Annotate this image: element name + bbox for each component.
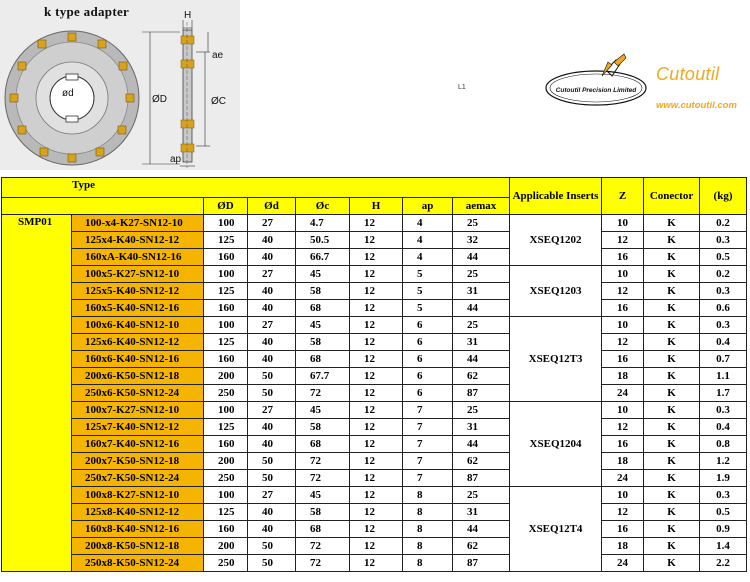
cell-D: 250 xyxy=(204,470,248,487)
label-OD: ØD xyxy=(152,94,167,105)
cell-H: 12 xyxy=(350,385,403,402)
cell-H: 12 xyxy=(350,351,403,368)
model-cell: 160x7-K40-SN12-16 xyxy=(72,436,204,453)
cell-c: 58 xyxy=(296,419,350,436)
cell-weight: 1.4 xyxy=(700,538,747,555)
cell-ap: 6 xyxy=(403,317,453,334)
label-ae: ae xyxy=(212,50,224,61)
table-row xyxy=(2,334,747,351)
cell-d: 50 xyxy=(248,538,296,555)
cutter-side-view xyxy=(181,22,194,168)
cell-d: 40 xyxy=(248,521,296,538)
header-area xyxy=(0,0,750,177)
cell-D: 160 xyxy=(204,300,248,317)
model-cell: 160x6-K40-SN12-16 xyxy=(72,351,204,368)
cell-c: 50.5 xyxy=(296,232,350,249)
cell-connector: K xyxy=(644,487,700,504)
l1-label: L1 xyxy=(458,84,466,91)
cell-weight: 0.9 xyxy=(700,521,747,538)
model-cell: 160x5-K40-SN12-16 xyxy=(72,300,204,317)
model-cell: 250x6-K50-SN12-24 xyxy=(72,385,204,402)
table-row xyxy=(2,504,747,521)
cell-ap: 7 xyxy=(403,436,453,453)
cell-c: 45 xyxy=(296,317,350,334)
cell-aemax: 87 xyxy=(453,385,510,402)
model-cell: 100x8-K27-SN12-10 xyxy=(72,487,204,504)
table-row xyxy=(2,300,747,317)
table-row xyxy=(2,538,747,555)
page-title: k type adapter xyxy=(44,4,130,19)
model-cell: 160xA-K40-SN12-16 xyxy=(72,249,204,266)
cell-aemax: 44 xyxy=(453,249,510,266)
cell-D: 160 xyxy=(204,521,248,538)
cell-c: 67.7 xyxy=(296,368,350,385)
cell-H: 12 xyxy=(350,453,403,470)
cell-D: 125 xyxy=(204,232,248,249)
table-body xyxy=(2,215,747,572)
cell-aemax: 32 xyxy=(453,232,510,249)
cell-z: 10 xyxy=(602,487,644,504)
cell-connector: K xyxy=(644,470,700,487)
cell-connector: K xyxy=(644,453,700,470)
cell-H: 12 xyxy=(350,232,403,249)
header-row-top xyxy=(2,178,747,198)
cell-aemax: 31 xyxy=(453,283,510,300)
cell-D: 160 xyxy=(204,436,248,453)
cell-aemax: 44 xyxy=(453,300,510,317)
cell-D: 100 xyxy=(204,402,248,419)
cell-H: 12 xyxy=(350,215,403,232)
type-subheader-blank xyxy=(2,198,204,215)
insert-cell: XSEQ12T3 xyxy=(510,317,602,402)
cell-H: 12 xyxy=(350,538,403,555)
cell-d: 50 xyxy=(248,470,296,487)
model-cell: 125x6-K40-SN12-12 xyxy=(72,334,204,351)
cell-D: 160 xyxy=(204,351,248,368)
cell-c: 68 xyxy=(296,436,350,453)
cell-weight: 0.3 xyxy=(700,283,747,300)
cell-connector: K xyxy=(644,317,700,334)
cell-weight: 0.7 xyxy=(700,351,747,368)
table-row xyxy=(2,419,747,436)
table-head xyxy=(2,178,747,215)
cell-ap: 5 xyxy=(403,266,453,283)
cell-weight: 0.5 xyxy=(700,504,747,521)
cell-weight: 0.3 xyxy=(700,402,747,419)
cell-H: 12 xyxy=(350,317,403,334)
brand-name: Cutoutil xyxy=(656,64,720,84)
cell-ap: 6 xyxy=(403,351,453,368)
cell-connector: K xyxy=(644,351,700,368)
model-cell: 125x4-K40-SN12-12 xyxy=(72,232,204,249)
cell-H: 12 xyxy=(350,521,403,538)
cell-H: 12 xyxy=(350,419,403,436)
col-ap-header: ap xyxy=(403,198,453,215)
cell-ap: 7 xyxy=(403,419,453,436)
cell-z: 12 xyxy=(602,232,644,249)
cell-ap: 5 xyxy=(403,300,453,317)
cutoutil-logo xyxy=(544,52,648,116)
col-aemax-header: aemax xyxy=(453,198,510,215)
table-row xyxy=(2,317,747,334)
cell-ap: 5 xyxy=(403,283,453,300)
cell-aemax: 31 xyxy=(453,419,510,436)
cell-aemax: 44 xyxy=(453,521,510,538)
cell-weight: 0.6 xyxy=(700,300,747,317)
cell-c: 72 xyxy=(296,470,350,487)
cell-D: 125 xyxy=(204,419,248,436)
cell-weight: 1.2 xyxy=(700,453,747,470)
cell-weight: 0.4 xyxy=(700,419,747,436)
cell-d: 40 xyxy=(248,249,296,266)
cell-d: 27 xyxy=(248,487,296,504)
cell-H: 12 xyxy=(350,555,403,572)
cell-H: 12 xyxy=(350,249,403,266)
cell-z: 12 xyxy=(602,504,644,521)
insert-cell: XSEQ1203 xyxy=(510,266,602,317)
model-cell: 125x8-K40-SN12-12 xyxy=(72,504,204,521)
model-cell: 250x8-K50-SN12-24 xyxy=(72,555,204,572)
cell-ap: 4 xyxy=(403,249,453,266)
model-cell: 125x7-K40-SN12-12 xyxy=(72,419,204,436)
cell-ap: 7 xyxy=(403,402,453,419)
cell-c: 58 xyxy=(296,334,350,351)
insert-cell: XSEQ1202 xyxy=(510,215,602,266)
cell-D: 200 xyxy=(204,368,248,385)
cell-c: 72 xyxy=(296,538,350,555)
cell-D: 200 xyxy=(204,453,248,470)
cell-aemax: 31 xyxy=(453,504,510,521)
table-row xyxy=(2,232,747,249)
cell-D: 160 xyxy=(204,249,248,266)
cell-H: 12 xyxy=(350,283,403,300)
cell-d: 40 xyxy=(248,436,296,453)
cell-aemax: 25 xyxy=(453,215,510,232)
cell-connector: K xyxy=(644,436,700,453)
cell-c: 66.7 xyxy=(296,249,350,266)
cutter-drawing xyxy=(0,0,240,170)
col-D-header: ØD xyxy=(204,198,248,215)
cell-connector: K xyxy=(644,368,700,385)
model-cell: 100-x4-K27-SN12-10 xyxy=(72,215,204,232)
table-row xyxy=(2,249,747,266)
cell-aemax: 44 xyxy=(453,436,510,453)
cell-d: 50 xyxy=(248,453,296,470)
cell-aemax: 44 xyxy=(453,351,510,368)
cell-aemax: 87 xyxy=(453,555,510,572)
cell-z: 16 xyxy=(602,521,644,538)
weight-header: (kg) xyxy=(700,178,747,215)
cell-weight: 2.2 xyxy=(700,555,747,572)
cell-weight: 0.3 xyxy=(700,232,747,249)
cell-H: 12 xyxy=(350,402,403,419)
cell-ap: 7 xyxy=(403,470,453,487)
cell-weight: 0.5 xyxy=(700,249,747,266)
cell-z: 24 xyxy=(602,555,644,572)
cell-D: 125 xyxy=(204,334,248,351)
cell-z: 18 xyxy=(602,538,644,555)
table-row xyxy=(2,266,747,283)
cell-weight: 0.4 xyxy=(700,334,747,351)
cell-ap: 8 xyxy=(403,538,453,555)
z-header: Z xyxy=(602,178,644,215)
cell-z: 12 xyxy=(602,283,644,300)
cell-d: 27 xyxy=(248,215,296,232)
cell-D: 125 xyxy=(204,283,248,300)
cell-weight: 0.2 xyxy=(700,215,747,232)
cell-d: 27 xyxy=(248,266,296,283)
table-row xyxy=(2,487,747,504)
cell-connector: K xyxy=(644,266,700,283)
label-OC: ØC xyxy=(211,96,226,107)
cell-H: 12 xyxy=(350,436,403,453)
cell-weight: 0.8 xyxy=(700,436,747,453)
cell-D: 200 xyxy=(204,538,248,555)
cell-ap: 8 xyxy=(403,487,453,504)
cell-connector: K xyxy=(644,555,700,572)
cell-z: 12 xyxy=(602,334,644,351)
cell-weight: 1.1 xyxy=(700,368,747,385)
model-cell: 100x5-K27-SN12-10 xyxy=(72,266,204,283)
cell-aemax: 31 xyxy=(453,334,510,351)
cell-D: 100 xyxy=(204,215,248,232)
model-cell: 200x8-K50-SN12-18 xyxy=(72,538,204,555)
label-ap: ap xyxy=(170,154,182,165)
cell-c: 45 xyxy=(296,266,350,283)
cell-H: 12 xyxy=(350,368,403,385)
cell-D: 100 xyxy=(204,317,248,334)
cell-connector: K xyxy=(644,232,700,249)
cell-D: 100 xyxy=(204,266,248,283)
cell-ap: 8 xyxy=(403,555,453,572)
cell-aemax: 87 xyxy=(453,470,510,487)
model-cell: 100x6-K40-SN12-10 xyxy=(72,317,204,334)
model-cell: 125x5-K40-SN12-12 xyxy=(72,283,204,300)
cell-d: 50 xyxy=(248,368,296,385)
type-header: Type xyxy=(2,178,510,198)
brand-url: www.cutoutil.com xyxy=(656,100,737,111)
table-row xyxy=(2,385,747,402)
col-c-header: Øc xyxy=(296,198,350,215)
insert-cell: XSEQ1204 xyxy=(510,402,602,487)
cell-z: 18 xyxy=(602,368,644,385)
cell-D: 125 xyxy=(204,504,248,521)
cell-z: 12 xyxy=(602,419,644,436)
cell-d: 50 xyxy=(248,385,296,402)
insert-cell: XSEQ12T4 xyxy=(510,487,602,572)
cell-weight: 1.7 xyxy=(700,385,747,402)
cell-D: 250 xyxy=(204,385,248,402)
col-H-header: H xyxy=(350,198,403,215)
cell-H: 12 xyxy=(350,300,403,317)
cell-connector: K xyxy=(644,521,700,538)
cell-z: 16 xyxy=(602,300,644,317)
cell-c: 58 xyxy=(296,283,350,300)
cell-ap: 6 xyxy=(403,385,453,402)
cell-z: 10 xyxy=(602,402,644,419)
cell-d: 40 xyxy=(248,232,296,249)
cell-ap: 4 xyxy=(403,232,453,249)
model-cell: 250x7-K50-SN12-24 xyxy=(72,470,204,487)
cell-c: 68 xyxy=(296,351,350,368)
model-cell: 200x6-K50-SN12-18 xyxy=(72,368,204,385)
cell-connector: K xyxy=(644,385,700,402)
cell-aemax: 62 xyxy=(453,368,510,385)
cell-H: 12 xyxy=(350,470,403,487)
cell-aemax: 25 xyxy=(453,266,510,283)
cell-d: 40 xyxy=(248,334,296,351)
cell-z: 24 xyxy=(602,385,644,402)
cell-z: 16 xyxy=(602,249,644,266)
cell-z: 10 xyxy=(602,317,644,334)
cell-ap: 4 xyxy=(403,215,453,232)
spec-table xyxy=(1,177,747,572)
cell-H: 12 xyxy=(350,334,403,351)
cell-c: 4.7 xyxy=(296,215,350,232)
label-od: ød xyxy=(62,88,74,99)
cell-ap: 8 xyxy=(403,521,453,538)
cell-weight: 0.3 xyxy=(700,317,747,334)
cell-connector: K xyxy=(644,300,700,317)
cell-d: 40 xyxy=(248,283,296,300)
connector-header: Conector xyxy=(644,178,700,215)
col-d-header: Ød xyxy=(248,198,296,215)
cell-c: 68 xyxy=(296,521,350,538)
cell-c: 68 xyxy=(296,300,350,317)
cell-d: 40 xyxy=(248,351,296,368)
cell-aemax: 25 xyxy=(453,487,510,504)
cell-d: 40 xyxy=(248,300,296,317)
cell-c: 72 xyxy=(296,453,350,470)
table-row xyxy=(2,436,747,453)
cell-H: 12 xyxy=(350,487,403,504)
cell-D: 100 xyxy=(204,487,248,504)
cell-aemax: 25 xyxy=(453,402,510,419)
cell-ap: 8 xyxy=(403,504,453,521)
cell-connector: K xyxy=(644,402,700,419)
logo-text: Cutoutil Precision Limited xyxy=(555,87,637,94)
cell-connector: K xyxy=(644,215,700,232)
cell-d: 50 xyxy=(248,555,296,572)
cell-aemax: 62 xyxy=(453,453,510,470)
cell-H: 12 xyxy=(350,266,403,283)
table-row xyxy=(2,453,747,470)
cell-c: 45 xyxy=(296,487,350,504)
cell-aemax: 25 xyxy=(453,317,510,334)
model-cell: 200x7-K50-SN12-18 xyxy=(72,453,204,470)
table-row xyxy=(2,368,747,385)
cell-connector: K xyxy=(644,249,700,266)
cell-d: 27 xyxy=(248,402,296,419)
cell-connector: K xyxy=(644,334,700,351)
table-row xyxy=(2,470,747,487)
cell-d: 40 xyxy=(248,419,296,436)
cell-weight: 0.2 xyxy=(700,266,747,283)
model-cell: 100x7-K27-SN12-10 xyxy=(72,402,204,419)
cell-z: 10 xyxy=(602,215,644,232)
cell-c: 58 xyxy=(296,504,350,521)
cell-aemax: 62 xyxy=(453,538,510,555)
cell-connector: K xyxy=(644,538,700,555)
cell-connector: K xyxy=(644,283,700,300)
cell-c: 45 xyxy=(296,402,350,419)
cell-z: 16 xyxy=(602,351,644,368)
cell-z: 18 xyxy=(602,453,644,470)
cell-z: 16 xyxy=(602,436,644,453)
cell-H: 12 xyxy=(350,504,403,521)
table-row xyxy=(2,521,747,538)
cell-d: 40 xyxy=(248,504,296,521)
cell-ap: 6 xyxy=(403,368,453,385)
table-row xyxy=(2,402,747,419)
cell-connector: K xyxy=(644,504,700,521)
model-cell: 160x8-K40-SN12-16 xyxy=(72,521,204,538)
cell-z: 10 xyxy=(602,266,644,283)
inserts-header: Applicable Inserts xyxy=(510,178,602,215)
cell-c: 72 xyxy=(296,555,350,572)
series-cell: SMP01 xyxy=(2,215,72,572)
cell-ap: 6 xyxy=(403,334,453,351)
cell-weight: 0.3 xyxy=(700,487,747,504)
table-row xyxy=(2,215,747,232)
table-row xyxy=(2,555,747,572)
cell-c: 72 xyxy=(296,385,350,402)
cell-connector: K xyxy=(644,419,700,436)
cell-D: 250 xyxy=(204,555,248,572)
table-row xyxy=(2,351,747,368)
cell-weight: 1.9 xyxy=(700,470,747,487)
label-H: H xyxy=(184,10,192,21)
cell-z: 24 xyxy=(602,470,644,487)
cell-ap: 7 xyxy=(403,453,453,470)
table-row xyxy=(2,283,747,300)
cell-d: 27 xyxy=(248,317,296,334)
